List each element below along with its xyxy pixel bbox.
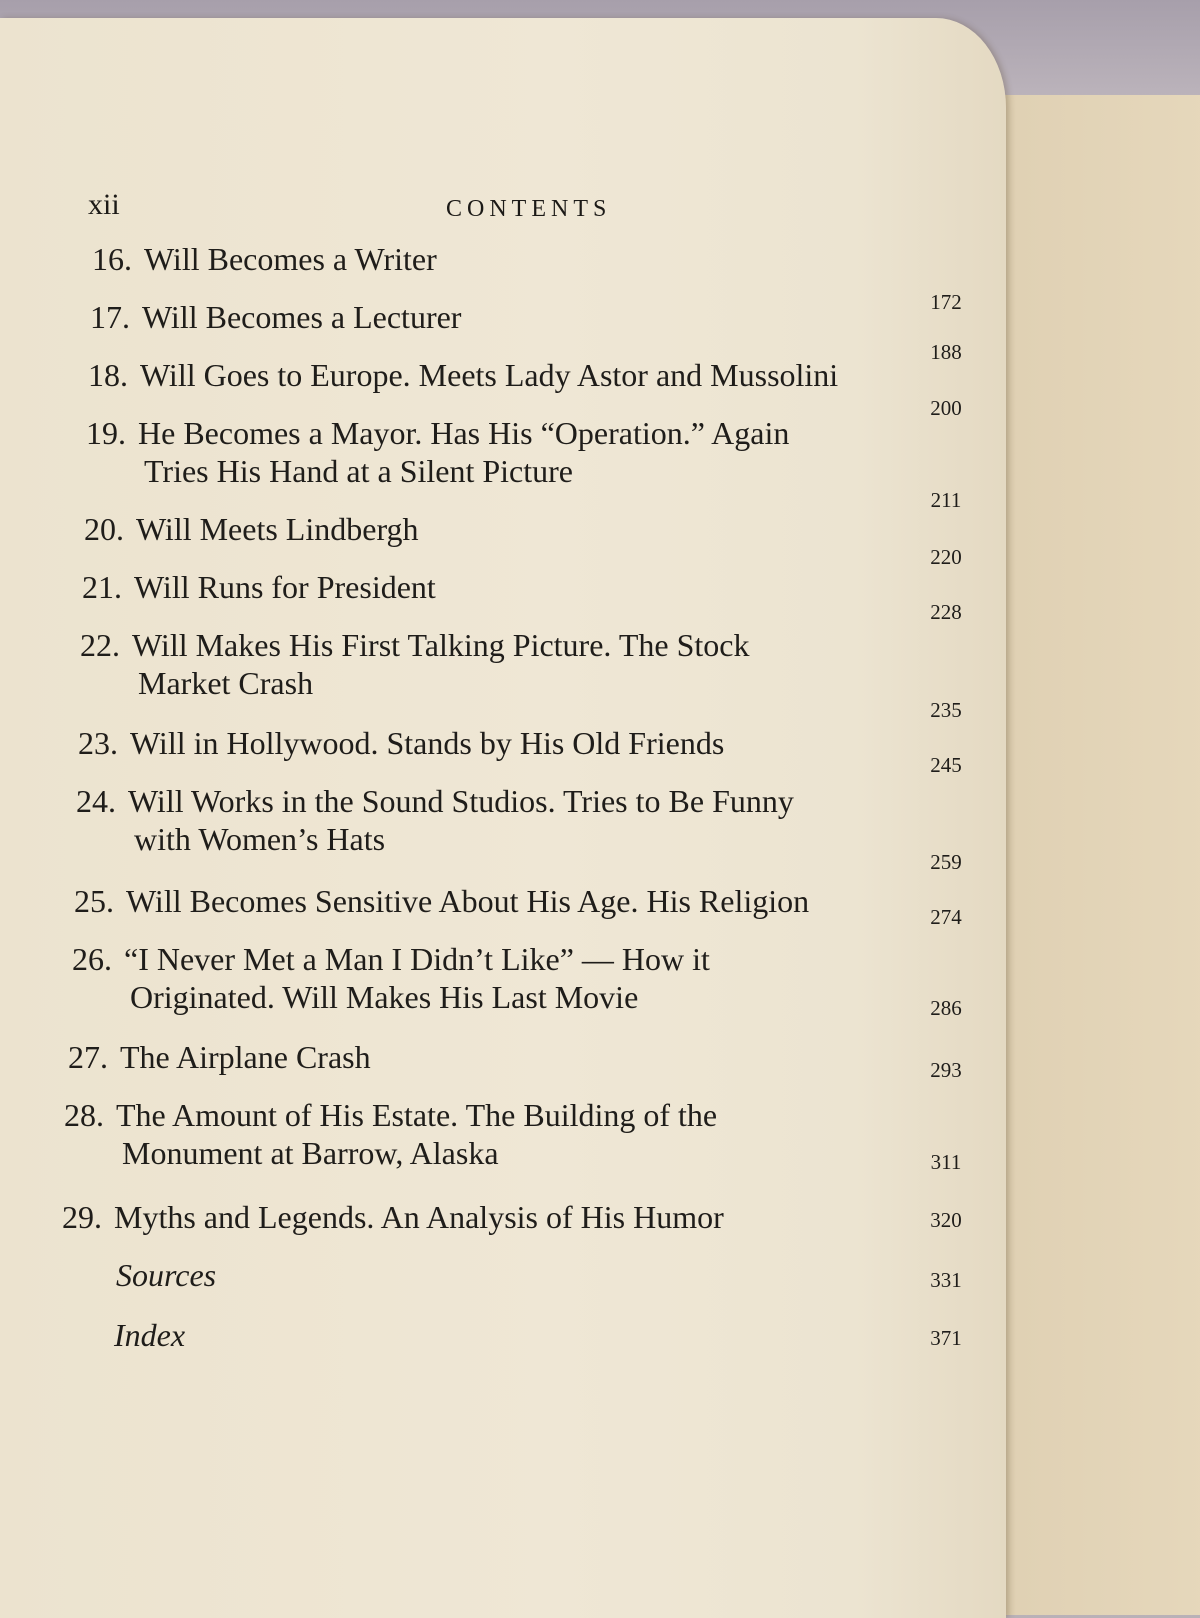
toc-entry bbox=[114, 1316, 185, 1354]
page-reference: 188 bbox=[930, 340, 962, 364]
chapter-title-continuation: Monument at Barrow, Alaska bbox=[122, 1135, 499, 1171]
toc-entry bbox=[90, 298, 461, 336]
chapter-number: 18. bbox=[88, 357, 128, 393]
chapter-title: The Airplane Crash bbox=[120, 1039, 371, 1075]
page-number: xii bbox=[88, 188, 120, 221]
adjacent-page-edge bbox=[985, 95, 1200, 1615]
toc-entry bbox=[82, 568, 436, 606]
chapter-title: Will Becomes a Writer bbox=[144, 241, 437, 277]
toc-entry bbox=[64, 1096, 717, 1172]
chapter-title: Will in Hollywood. Stands by His Old Friends bbox=[130, 725, 725, 761]
page-reference: 220 bbox=[930, 545, 962, 569]
page-reference: 228 bbox=[930, 600, 962, 624]
chapter-number: 26. bbox=[72, 941, 112, 977]
chapter-title: Will Goes to Europe. Meets Lady Astor and Mussolini bbox=[140, 357, 839, 393]
book-page bbox=[0, 18, 1006, 1618]
toc-entry bbox=[78, 724, 724, 762]
chapter-number: 22. bbox=[80, 627, 120, 663]
chapter-title: Will Becomes Sensitive About His Age. His Religion bbox=[126, 883, 810, 919]
chapter-title-continuation: with Women’s Hats bbox=[134, 821, 386, 857]
chapter-number: 28. bbox=[64, 1097, 104, 1133]
chapter-number: 25. bbox=[74, 883, 114, 919]
page-reference: 259 bbox=[930, 850, 962, 874]
chapter-title: Will Runs for President bbox=[134, 569, 436, 605]
page-reference: 293 bbox=[930, 1058, 962, 1082]
page-reference: 331 bbox=[930, 1268, 962, 1292]
page-reference: 172 bbox=[930, 290, 962, 314]
toc-entry bbox=[76, 782, 794, 858]
chapter-title: “I Never Met a Man I Didn’t Like” — How it bbox=[124, 941, 710, 977]
chapter-number: 29. bbox=[62, 1199, 102, 1235]
page-reference: 311 bbox=[930, 1150, 962, 1174]
chapter-number: 20. bbox=[84, 511, 124, 547]
toc-entry bbox=[92, 240, 437, 278]
chapter-title: Myths and Legends. An Analysis of His Humor bbox=[114, 1199, 724, 1235]
toc-entry bbox=[88, 356, 838, 394]
toc-entry bbox=[80, 626, 749, 702]
toc-entry bbox=[86, 414, 789, 490]
page-reference: 371 bbox=[930, 1326, 962, 1350]
chapter-number: 19. bbox=[86, 415, 126, 451]
chapter-title: Index bbox=[114, 1317, 186, 1353]
chapter-title: Will Makes His First Talking Picture. The Stock bbox=[132, 627, 750, 663]
toc-entry bbox=[74, 882, 809, 920]
page-title: CONTENTS bbox=[446, 196, 612, 222]
toc-entry bbox=[84, 510, 419, 548]
toc-entry bbox=[62, 1198, 724, 1236]
page-reference: 286 bbox=[930, 996, 962, 1020]
chapter-title: Will Works in the Sound Studios. Tries to Be Funny bbox=[128, 783, 794, 819]
chapter-number: 21. bbox=[82, 569, 122, 605]
toc-entry bbox=[72, 940, 710, 1016]
chapter-title: He Becomes a Mayor. Has His “Operation.” Again bbox=[138, 415, 790, 451]
page-reference: 320 bbox=[930, 1208, 962, 1232]
toc-entry bbox=[68, 1038, 371, 1076]
chapter-title: Will Becomes a Lecturer bbox=[142, 299, 462, 335]
chapter-title-continuation: Tries His Hand at a Silent Picture bbox=[144, 453, 573, 489]
page-reference: 235 bbox=[930, 698, 962, 722]
toc-entry bbox=[116, 1256, 216, 1294]
chapter-number: 16. bbox=[92, 241, 132, 277]
chapter-title-continuation: Market Crash bbox=[138, 665, 314, 701]
page-reference: 245 bbox=[930, 753, 962, 777]
chapter-title-continuation: Originated. Will Makes His Last Movie bbox=[130, 979, 639, 1015]
page-reference: 200 bbox=[930, 396, 962, 420]
chapter-title: The Amount of His Estate. The Building of the bbox=[116, 1097, 718, 1133]
chapter-title: Sources bbox=[116, 1257, 217, 1293]
chapter-number: 23. bbox=[78, 725, 118, 761]
page-reference: 274 bbox=[930, 905, 962, 929]
page-reference: 211 bbox=[930, 488, 962, 512]
chapter-number: 17. bbox=[90, 299, 130, 335]
chapter-number: 24. bbox=[76, 783, 116, 819]
chapter-number: 27. bbox=[68, 1039, 108, 1075]
chapter-title: Will Meets Lindbergh bbox=[136, 511, 419, 547]
